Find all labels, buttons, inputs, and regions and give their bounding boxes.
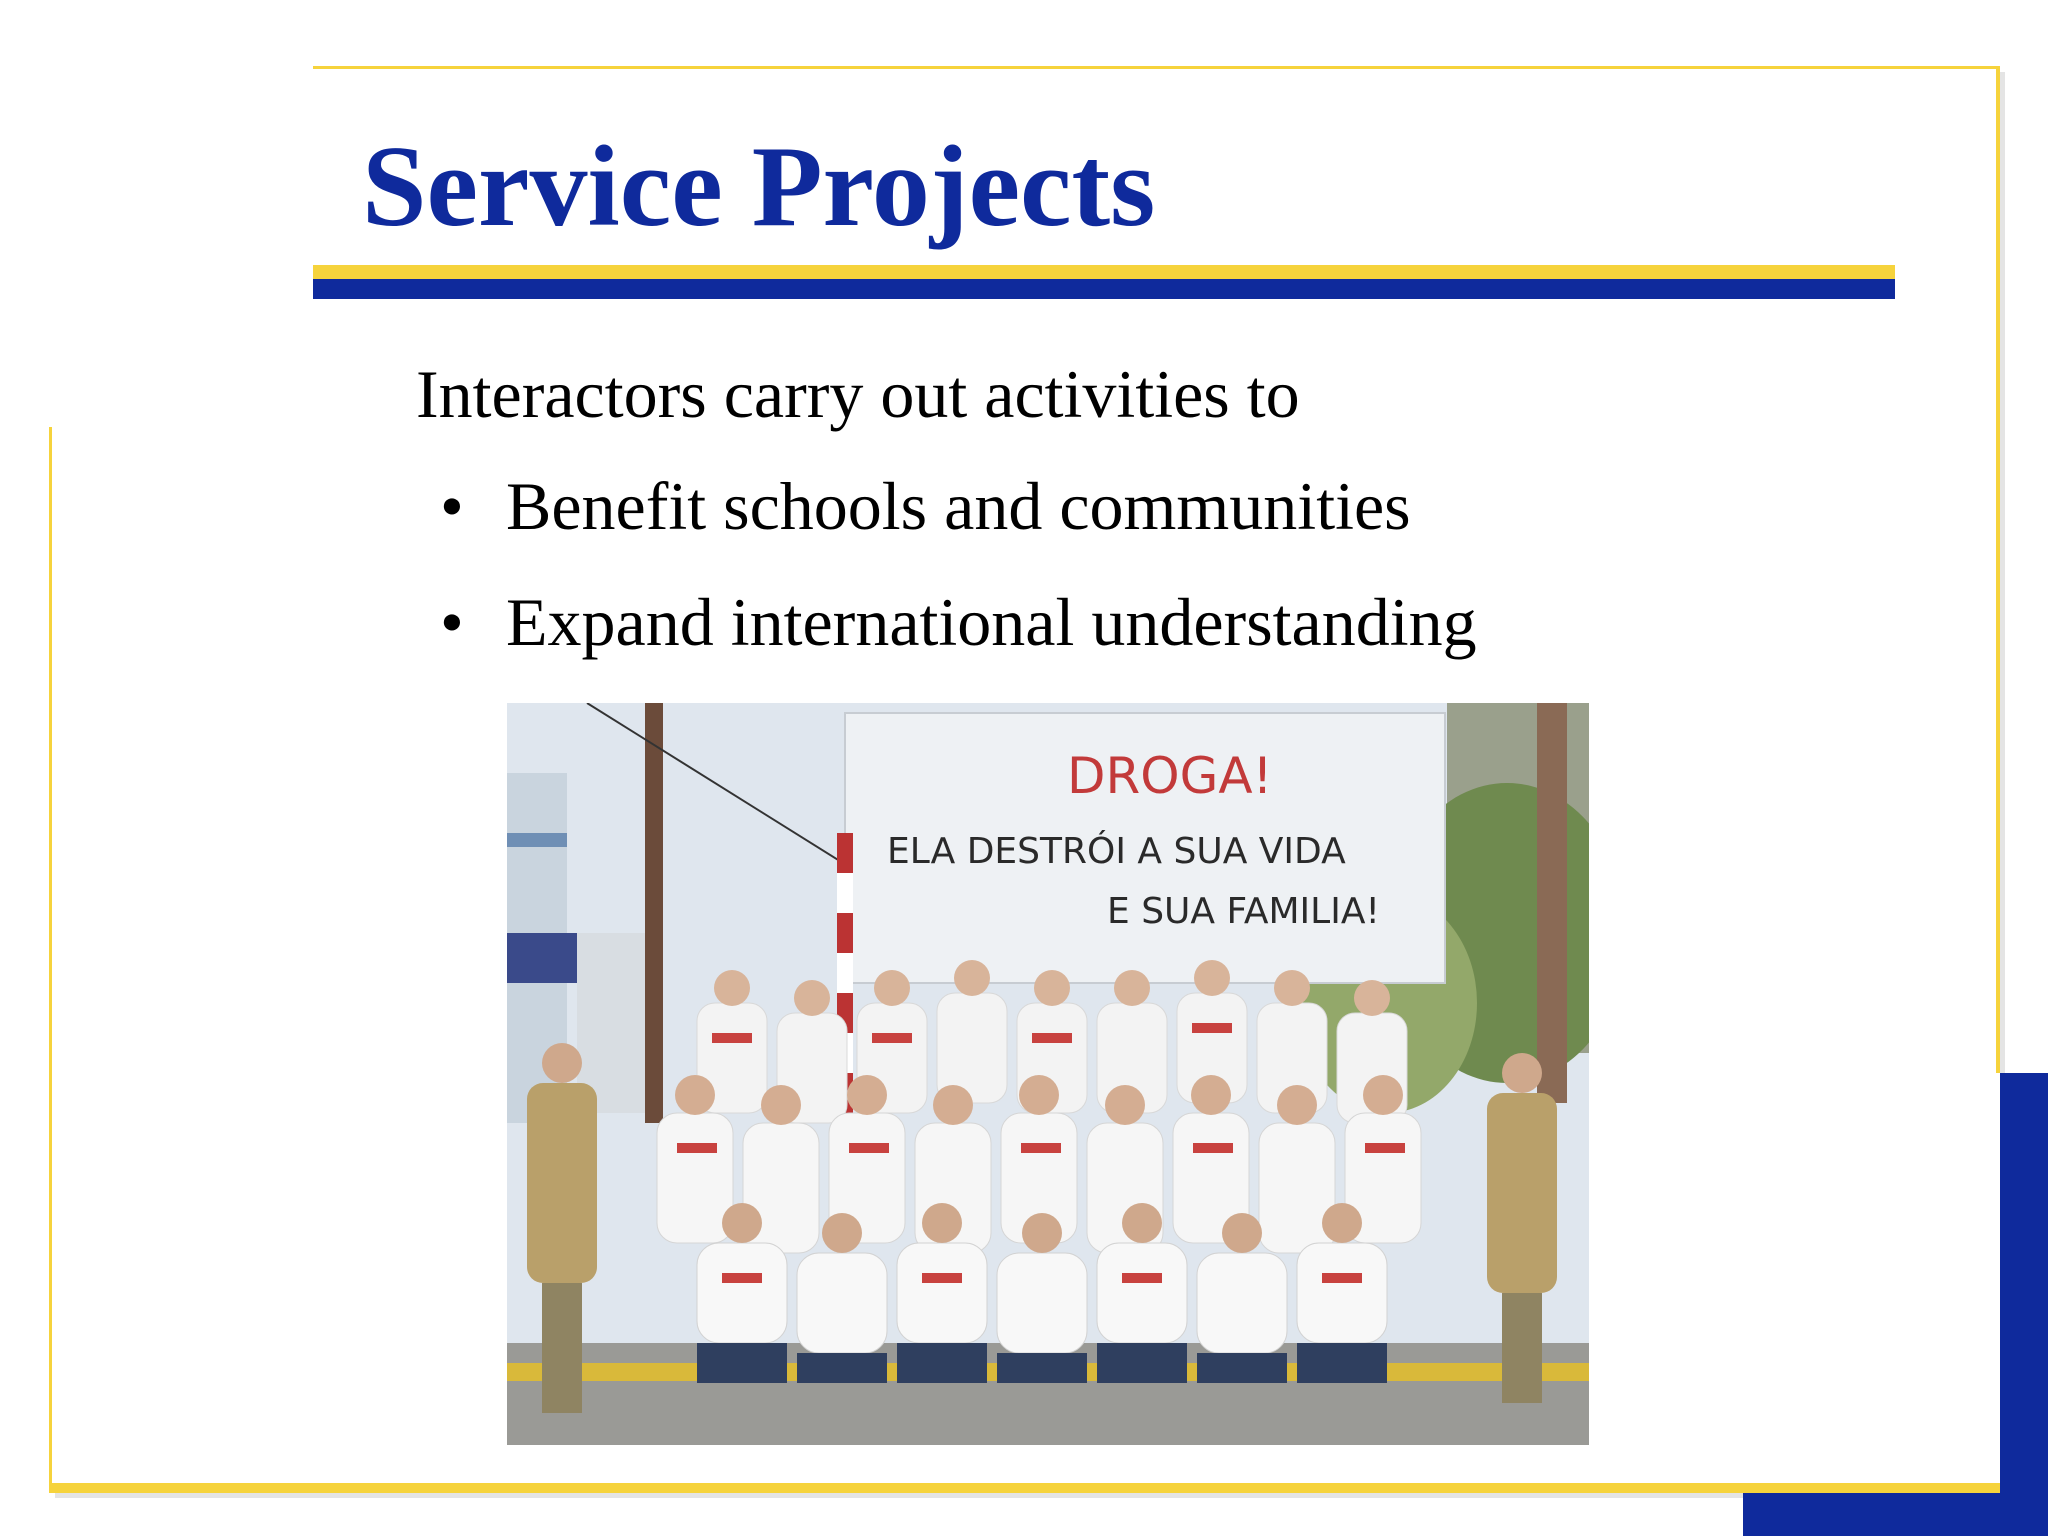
sign-text-line-2: ELA DESTRÓI A SUA VIDA — [887, 831, 1346, 872]
frame-bottom-border — [49, 1483, 2000, 1493]
sign-text-line-1: DROGA! — [1067, 747, 1273, 805]
frame-left-border — [49, 427, 52, 1485]
title-underline-yellow — [313, 265, 1895, 279]
bullet-marker: • — [440, 468, 464, 544]
frame-top-border — [313, 66, 1999, 69]
bullet-marker: • — [440, 584, 464, 660]
slide-title: Service Projects — [362, 123, 1156, 251]
group-photo — [507, 703, 1589, 1445]
intro-text: Interactors carry out activities to — [416, 356, 1300, 432]
bullet-text: Expand international understanding — [506, 584, 1477, 660]
bullet-text: Benefit schools and communities — [506, 468, 1411, 544]
title-underline-blue — [313, 279, 1895, 299]
blue-corner-notch — [1743, 1073, 2000, 1493]
sign-text-line-3: E SUA FAMILIA! — [1107, 891, 1380, 932]
frame-bottom-shadow — [55, 1493, 2005, 1498]
